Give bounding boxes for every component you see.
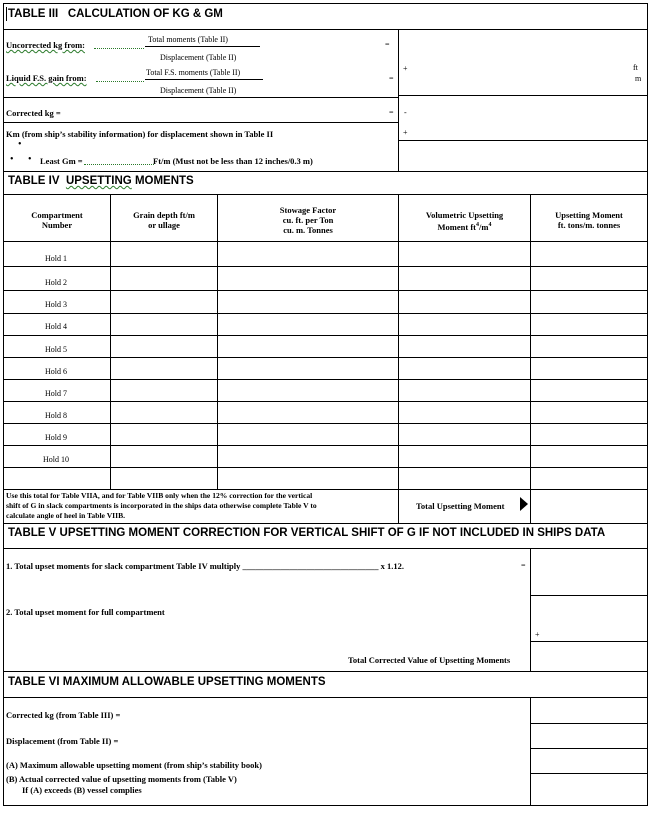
t4-row-line <box>3 357 648 358</box>
t3-plus-sign: + <box>403 64 408 73</box>
t4-row-line <box>3 379 648 380</box>
unit-ft: ft <box>633 63 638 72</box>
table5-title: TABLE V UPSETTING MOMENT CORRECTION FOR VERTICAL SHIFT OF G IF NOT INCLUDED IN SHIPS DATA <box>8 527 606 539</box>
table4-title: TABLE IV UPSETTING MOMENTS <box>8 175 194 187</box>
hold-label: Hold 8 <box>45 411 67 420</box>
t4-row-line <box>3 445 648 446</box>
t4-title-line <box>3 194 648 195</box>
least-gm-suffix: Ft/m (Must not be less than 12 inches/0.3 m) <box>153 156 313 166</box>
t3-line-b <box>398 95 648 96</box>
t5-bottom <box>3 671 648 672</box>
liquid-equals: = <box>389 74 394 83</box>
hold-label: Hold 2 <box>45 278 67 287</box>
liquid-blank[interactable] <box>96 81 144 82</box>
t5-title-line <box>3 548 648 549</box>
t3-bottom <box>3 171 648 172</box>
total-note: Use this total for Table VIIA, and for Table VIIB only when the 12% correction for the vertical shift of G in slack compartments is incorporated in the ships data otherwise complete Table V to calculate angle of heel in Table VIIB. <box>6 491 317 520</box>
km-label: Km (from ship’s stability information) for displacement shown in Table II <box>6 129 274 139</box>
bullet-icon: • <box>10 154 14 165</box>
table6-displacement: Displacement (from Table II) = <box>6 736 119 746</box>
t4-header-line <box>3 241 648 242</box>
total-corrected-label: Total Corrected Value of Upsetting Moments <box>348 655 511 665</box>
table6-item-b: (B) Actual corrected value of upsetting moments from (Table V) <box>6 774 237 784</box>
uncorrected-denominator: Displacement (Table II) <box>160 53 237 62</box>
t4-col4 <box>530 194 531 524</box>
liquid-fs-label: Liquid F.S. gain from: <box>6 73 87 83</box>
uncorrected-blank[interactable] <box>94 48 144 49</box>
t3-line-c <box>3 122 399 123</box>
hold-label: Hold 9 <box>45 433 67 442</box>
corrected-kg-label: Corrected kg = <box>6 108 61 118</box>
t3-right-col <box>398 29 399 172</box>
uncorrected-numerator: Total moments (Table II) <box>148 35 228 44</box>
t4-row-line <box>3 467 648 468</box>
hold-label: Hold 6 <box>45 367 67 376</box>
col-header-upsetting-moment: Upsetting Moment ft. tons/m. tonnes <box>555 210 623 230</box>
t6-line-b <box>530 748 648 749</box>
liquid-fraction-bar <box>145 79 263 80</box>
unit-m: m <box>635 74 642 83</box>
t5-line-a <box>530 595 648 596</box>
t3-minus-sign: - <box>404 108 407 117</box>
triangle-pointer-icon <box>520 497 528 511</box>
t4-row-line <box>3 290 648 291</box>
hold-label: Hold 3 <box>45 300 67 309</box>
t6-title-line <box>3 697 648 698</box>
col-header-volumetric: Volumetric Upsetting Moment $ft^4/m^4$ <box>425 210 504 232</box>
t5-line-b <box>530 641 648 642</box>
uncorrected-kg-label: Uncorrected kg from: <box>6 40 85 50</box>
t4-bottom <box>3 523 648 524</box>
table5-item1: 1. Total upset moments for slack compartment Table IV multiply ________________________________ x 1.12. <box>6 561 405 571</box>
frame-left <box>3 3 4 806</box>
t4-col3 <box>398 194 399 524</box>
t6-line-c <box>530 773 648 774</box>
uncorrected-equals: = <box>385 40 390 49</box>
liquid-numerator: Total F.S. moments (Table II) <box>146 68 241 77</box>
hold-label: Hold 4 <box>45 322 67 331</box>
table5-plus: + <box>535 630 540 639</box>
bullet-icon: • <box>28 154 32 165</box>
t4-row-line <box>3 335 648 336</box>
table3-title <box>8 8 223 20</box>
t4-row-line <box>3 266 648 267</box>
t3-line-d <box>398 140 648 141</box>
table6-item-a: (A) Maximum allowable upsetting moment (from ship’s stability book) <box>6 760 262 770</box>
hold-label: Hold 1 <box>45 254 67 263</box>
hold-label: Hold 5 <box>45 345 67 354</box>
frame-bottom <box>3 805 648 806</box>
hold-label: Hold 7 <box>45 389 67 398</box>
bullet-icon: • <box>18 139 22 150</box>
t6-right-col <box>530 697 531 805</box>
t4-row-line <box>3 401 648 402</box>
t3-title-line <box>3 29 648 30</box>
frame-top <box>3 3 648 4</box>
table6-corrected-kg: Corrected kg (from Table III) = <box>6 710 121 720</box>
table5-item2: 2. Total upset moment for full compartment <box>6 607 165 617</box>
col-header-stowage-factor: Stowage Factor cu. ft. per Ton cu. m. Tonnes <box>279 205 337 235</box>
table6-title: TABLE VI MAXIMUM ALLOWABLE UPSETTING MOMENTS <box>8 676 326 688</box>
hold-label: Hold 10 <box>43 455 69 464</box>
t3-line-a <box>3 97 399 98</box>
t6-line-a <box>530 723 648 724</box>
least-gm-blank[interactable] <box>84 164 154 165</box>
t4-total-line <box>3 489 648 490</box>
table5-equals: = <box>521 561 526 570</box>
corrected-equals: = <box>389 108 394 117</box>
table3-title-text: CALCULATION OF KG & GM <box>67 8 223 20</box>
t4-row-line <box>3 313 648 314</box>
km-plus-sign: + <box>403 128 408 137</box>
col-header-grain-depth: Grain depth ft/m or ullage <box>133 210 195 230</box>
least-gm-label: Least Gm = <box>40 156 83 166</box>
col-header-compartment: Compartment Number <box>31 210 83 230</box>
t4-row-line <box>3 423 648 424</box>
t5-right-col <box>530 548 531 672</box>
liquid-denominator: Displacement (Table II) <box>160 86 237 95</box>
text-cursor <box>6 7 7 21</box>
table3-title-number: TABLE III <box>8 8 59 20</box>
frame-right <box>647 3 648 806</box>
uncorrected-fraction-bar <box>145 46 260 47</box>
total-upsetting-moment-label: Total Upsetting Moment <box>416 501 505 511</box>
table6-item-b2: If (A) exceeds (B) vessel complies <box>22 785 142 795</box>
